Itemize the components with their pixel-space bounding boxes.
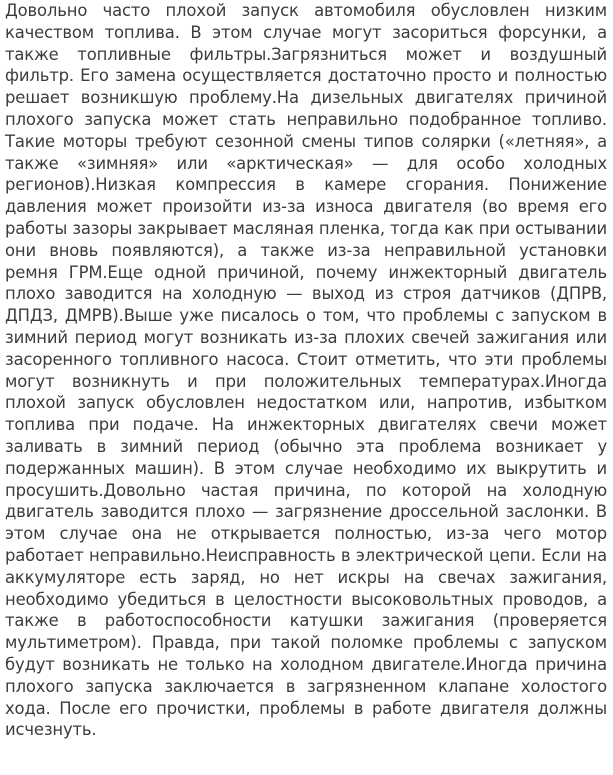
article-paragraph: Довольно часто плохой запуск автомобиля обусловлен низким качеством топлива. В этом случае могут засориться форсунки, а также топливные фильтры.Загрязниться может и воздушный фильтр. Его замена осуществляется достаточно просто и полностью решает возникшую проблему.На дизельных двигателях причиной плохого запуска может стать неправильно подобранное топливо. Такие моторы требуют сезонной смены типов солярки («летняя», а также «зимняя» или «арктическая» — для особо холодных регионов).Низкая компрессия в камере сгорания. Понижение давления может произойти из-за износа двигателя (во время его работы зазоры закрывает масляная пленка, тогда как при остывании они вновь появляются), а также из-за неправильной установки ремня ГРМ.Еще одной причиной, почему инжекторный двигатель плохо заводится на холодную — выход из строя датчиков (ДПРВ, ДПДЗ, ДМРВ).Выше уже писалось о том, что проблемы с запуском в зимний период могут возникать из-за плохих свечей зажигания или засоренного топливного насоса. Стоит отметить, что эти проблемы могут возникнуть и при положительных температурах.Иногда плохой запуск обусловлен недостатком или, напротив, избытком топлива при подаче. На инжекторных двигателях свечи может заливать в зимний период (обычно эта проблема возникает у подержанных машин). В этом случае необходимо их выкрутить и просушить.Довольно частая причина, по которой на холодную двигатель заводится плохо — загрязнение дроссельной заслонки. В этом случае она не открывается полностью, из-за чего мотор работает неправильно.Неисправность в электрической цепи. Если на аккумуляторе есть заряд, но нет искры на свечах зажигания, необходимо убедиться в целостности высоковольтных проводов, а также в работоспособности катушки зажигания (проверяется мультиметром). Правда, при такой поломке проблемы с запуском будут возникать не только на холодном двигателе.Иногда причина плохого запуска заключается в загрязненном клапане холостого хода. После его прочистки, проблемы в работе двигателя должны исчезнуть. bbox=[5, 1, 607, 740]
